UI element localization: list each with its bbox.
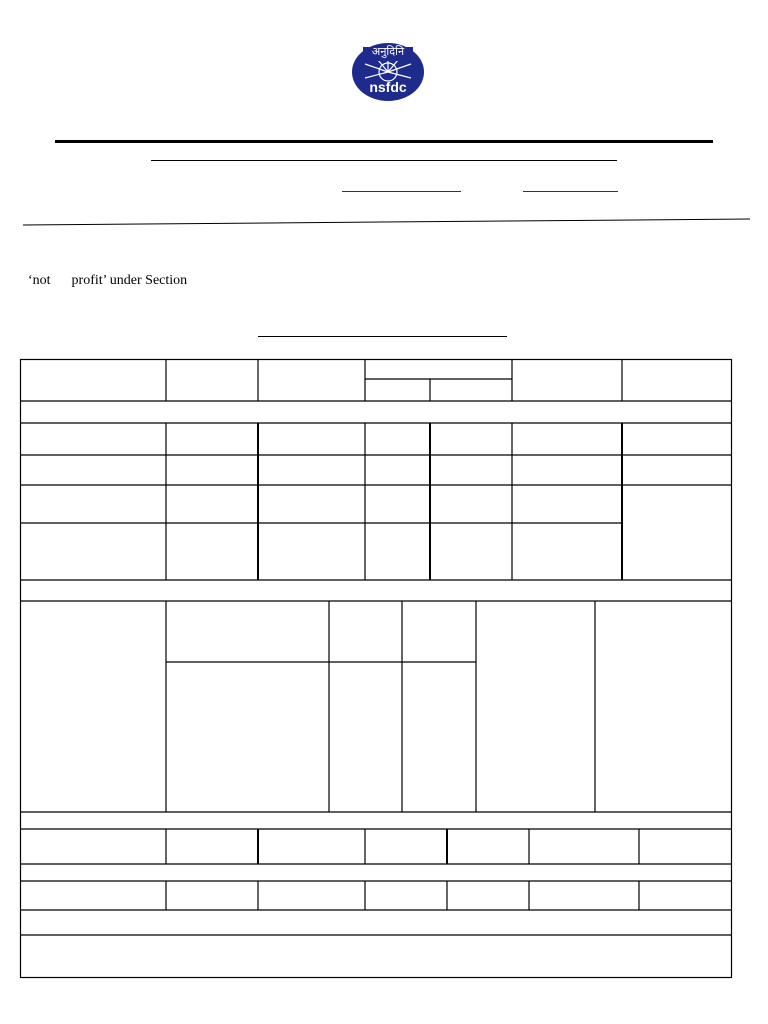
logo-latin-text: nsfdc (369, 79, 407, 95)
logo-hindi-text: अनुदिनि (371, 45, 405, 58)
body-text-line: ‘not profit’ under Section (28, 273, 188, 288)
